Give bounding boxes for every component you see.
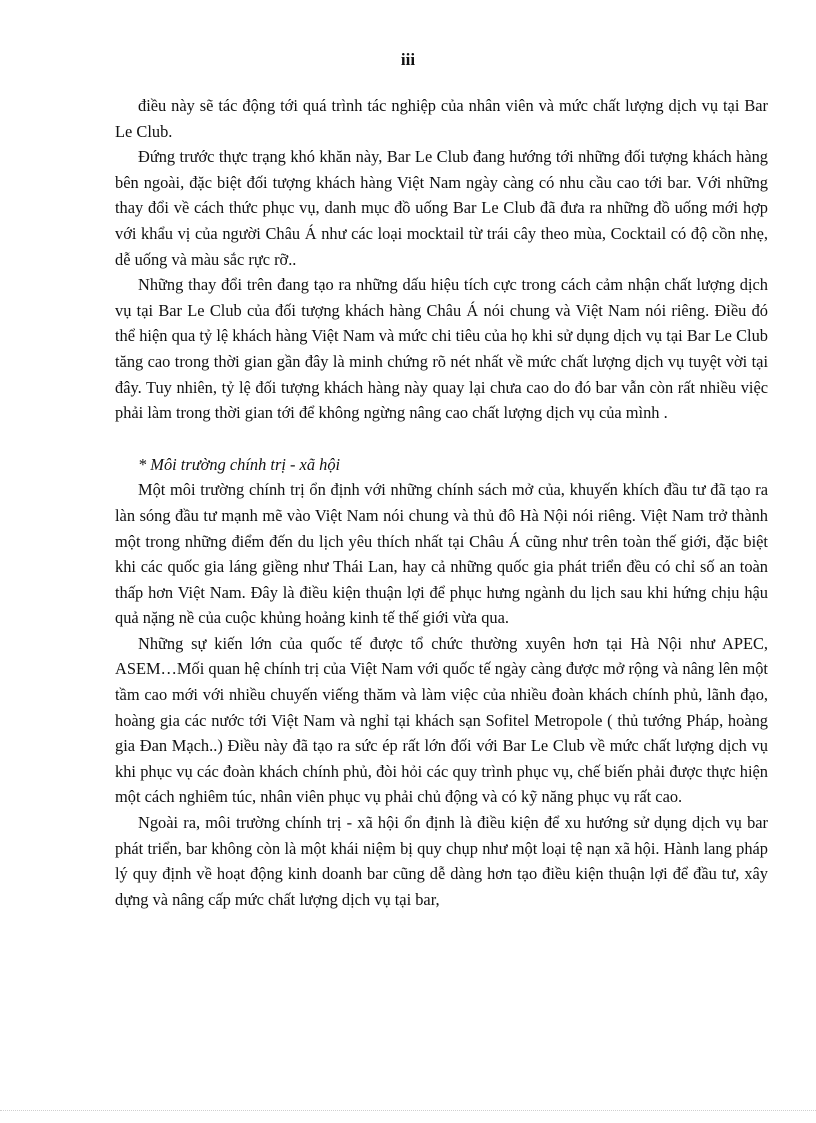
paragraph-2: Đứng trước thực trạng khó khăn này, Bar Le Club đang hướng tới những đối tượng khách hàng bên ngoài, đặc biệt đối tượng khách hàng Việt Nam ngày càng có nhu cầu cao tới bar. Với những thay đổi về cách thức phục vụ, danh mục đồ uống Bar Le Club đã đưa ra những đồ uống mới hợp với khẩu vị của người Châu Á như các loại mocktail từ trái cây theo mùa, Cocktail có độ cồn nhẹ, dễ uống và màu sắc rực rỡ.. — [115, 147, 768, 269]
paragraph-6: Ngoài ra, môi trường chính trị - xã hội ổn định là điều kiện để xu hướng sử dụng dịch vụ bar phát triển, bar không còn là một khái niệm bị quy chụp như một loại tệ nạn xã hội. Hành lang pháp lý quy định về hoạt động kinh doanh bar cũng dễ dàng hơn tạo điều kiện thuận lợi để đầu tư, xây dựng và nâng cấp mức chất lượng dịch vụ tại bar, — [115, 813, 768, 909]
paragraph-3: Những thay đổi trên đang tạo ra những dấu hiệu tích cực trong cách cảm nhận chất lượng dịch vụ tại Bar Le Club của đối tượng khách hàng Châu Á nói chung và Việt Nam nói riêng. Điều đó thể hiện qua tỷ lệ khách hàng Việt Nam và mức chi tiêu của họ khi sử dụng dịch vụ tại Bar Le Club tăng cao trong thời gian gần đây là minh chứng rõ nét nhất về mức chất lượng dịch vụ tuyệt vời tại đây. Tuy nhiên, tỷ lệ đối tượng khách hàng này quay lại chưa cao do đó bar vẫn còn rất nhiều việc phải làm trong thời gian tới để không ngừng nâng cao chất lượng dịch vụ của mình . — [115, 275, 768, 423]
page-bottom-divider — [0, 1110, 816, 1111]
section-heading: * Môi trường chính trị - xã hội — [138, 454, 341, 474]
paragraph-gap — [115, 426, 768, 452]
paragraph-1: điều này sẽ tác động tới quá trình tác nghiệp của nhân viên và mức chất lượng dịch vụ tại Bar Le Club. — [115, 96, 768, 141]
page-number: iii — [400, 50, 416, 69]
paragraph-5: Những sự kiến lớn của quốc tế được tổ chức thường xuyên hơn tại Hà Nội như APEC, ASEM…Mối quan hệ chính trị của Việt Nam với quốc tế ngày càng được mở rộng và nâng lên một tầm cao mới với nhiều chuyến viếng thăm và làm việc của nhiều đoàn khách chính phủ, lãnh đạo, hoàng gia các nước tới Việt Nam và nghỉ tại khách sạn Sofitel Metropole ( thủ tướng Pháp, hoàng gia Đan Mạch..) Điều này đã tạo ra sức ép rất lớn đối với Bar Le Club về mức chất lượng dịch vụ khi phục vụ các đoàn khách chính phủ, đòi hỏi các quy trình phục vụ, chế biến phải được thực hiện một cách nghiêm túc, nhân viên phục vụ phải chủ động và có kỹ năng phục vụ rất cao. — [115, 633, 768, 807]
paragraph-4: Một môi trường chính trị ổn định với những chính sách mở của, khuyến khích đầu tư đã tạo ra làn sóng đầu tư mạnh mẽ vào Việt Nam nói chung và thủ đô Hà Nội nói riêng. Việt Nam trở thành một trong những điểm đến du lịch yêu thích nhất tại Châu Á cũng như trên toàn thế giới, đặc biệt khi các quốc gia láng giềng như Thái Lan, hay cả những quốc gia phát triển đều có chỉ số an toàn thấp hơn Việt Nam. Đây là điều kiện thuận lợi để phục hưng ngành du lịch sau khi hứng chịu hậu quả nặng nề của cuộc khủng hoảng kinh tế thế giới vừa qua. — [115, 480, 768, 628]
body-text — [115, 93, 768, 912]
